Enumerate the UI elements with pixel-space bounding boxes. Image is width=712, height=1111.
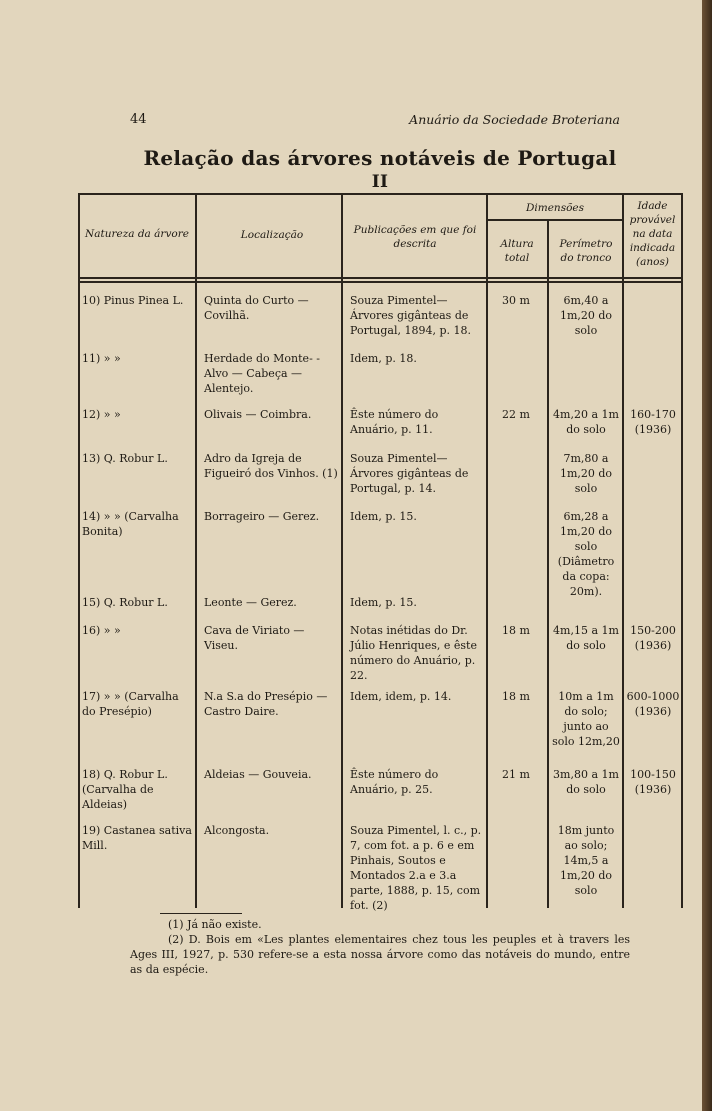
row-16-perimetro: 4m,15 a 1m do solo [553,624,619,652]
row-18-perimetro: 3m,80 a 1m do solo [553,768,619,796]
footnote-rule [160,913,242,914]
header-publicacoes: Publicações em que foi descrita [353,224,477,250]
row-10-altura: 30 m [502,294,530,307]
row-10-natureza: 10) Pinus Pinea L. [82,294,184,307]
row-18-altura: 21 m [502,768,530,781]
row-11-natureza: 11) » » [82,352,121,365]
header-idade: Idade provável na data indicada (anos) [629,200,676,268]
row-18-publicacoes: Êste número do Anuário, p. 25. [350,768,439,796]
row-14-localizacao: Borrageiro — Gerez. [204,510,320,523]
row-17-localizacao: N.a S.a do Presépio — Castro Daire. [204,690,328,718]
header-bottom-rule [78,277,682,279]
row-16-localizacao: Cava de Viriato — Viseu. [204,624,305,652]
row-18-natureza: 18) Q. Robur L. (Carvalha de Aldeias) [82,768,168,811]
col-line-5 [622,193,624,908]
row-15-publicacoes: Idem, p. 15. [350,596,417,609]
row-12-localizacao: Olivais — Coimbra. [204,408,312,421]
row-17-idade: 600-1000 (1936) [626,690,680,718]
header-localizacao: Localização [240,229,304,241]
dimensions-rule [488,219,624,221]
col-line-0 [78,193,80,908]
row-14-natureza: 14) » » (Carvalha Bonita) [82,510,179,538]
header-altura: Altura total [500,238,534,264]
header-natureza: Natureza da árvore [85,228,189,240]
row-10-perimetro: 6m,40 a 1m,20 do solo [559,294,613,337]
row-17-perimetro: 10m a 1m do solo; junto ao solo 12m,20 [552,690,620,748]
row-13-publicacoes: Souza Pimentel—Árvores gigânteas de Portugal, p. 14. [350,452,469,495]
row-12-perimetro: 4m,20 a 1m do solo [553,408,619,436]
row-19-perimetro: 18m junto ao solo; 14m,5 a 1m,20 do solo [557,824,615,897]
table-top-rule [78,193,682,195]
col-line-6 [681,193,683,908]
header-double-rule [78,281,682,283]
row-16-natureza: 16) » » [82,624,121,637]
row-16-idade: 150-200 (1936) [630,624,676,652]
col-line-4 [547,219,549,908]
trees-table [78,193,682,912]
row-16-altura: 18 m [502,624,530,637]
row-13-natureza: 13) Q. Robur L. [82,452,168,465]
row-14-publicacoes: Idem, p. 15. [350,510,417,523]
page-edge [702,0,712,1111]
row-12-altura: 22 m [502,408,530,421]
row-13-perimetro: 7m,80 a 1m,20 do solo [559,452,613,495]
row-17-altura: 18 m [502,690,530,703]
running-title: Anuário da Sociedade Broteriana [409,112,620,127]
page-number: 44 [130,112,147,127]
footnote-2: (2) D. Bois em «Les plantes elementaires chez tous les peuples et à travers les Ages III, 1927, p. 530 refere-se a esta nossa árvore como das notáveis do mundo, entre as da espécie. [130,933,630,976]
table-subtitle: II [371,172,389,192]
row-18-idade: 100-150 (1936) [630,768,676,796]
row-12-idade: 160-170 (1936) [630,408,676,436]
row-10-publicacoes: Souza Pimentel—Árvores gigânteas de Portugal, 1894, p. 18. [350,294,471,337]
row-12-natureza: 12) » » [82,408,121,421]
row-15-natureza: 15) Q. Robur L. [82,596,168,609]
col-line-1 [195,193,197,908]
row-11-publicacoes: Idem, p. 18. [350,352,417,365]
row-14-perimetro: 6m,28 a 1m,20 do solo (Diâmetro da copa: 20m). [557,510,615,598]
header-dimensoes: Dimensões [525,202,585,214]
row-11-localizacao: Herdade do Monte- - Alvo — Cabeça — Alentejo. [204,352,320,395]
row-10-localizacao: Quinta do Curto — Covilhã. [204,294,309,322]
table-title: Relação das árvores notáveis de Portugal [143,146,617,170]
row-13-localizacao: Adro da Igreja de Figueiró dos Vinhos. (1) [204,452,338,480]
row-18-localizacao: Aldeias — Gouveia. [204,768,312,781]
row-15-localizacao: Leonte — Gerez. [204,596,297,609]
header-perimetro: Perímetro do tronco [559,238,613,264]
row-19-natureza: 19) Castanea sativa Mill. [82,824,192,852]
row-17-natureza: 17) » » (Carvalha do Presépio) [82,690,179,718]
col-line-2 [341,193,343,908]
row-17-publicacoes: Idem, idem, p. 14. [350,690,452,703]
row-19-localizacao: Alcongosta. [204,824,270,837]
row-12-publicacoes: Êste número do Anuário, p. 11. [350,408,439,436]
footnote-1: (1) Já não existe. [168,918,262,931]
row-16-publicacoes: Notas inétidas do Dr. Júlio Henriques, e êste número do Anuário, p. 22. [350,624,477,682]
row-19-publicacoes: Souza Pimentel, l. c., p. 7, com fot. a p. 6 e em Pinhais, Soutos e Montados 2.a e 3.a parte, 1888, p. 15, com fot. (2) [350,824,482,912]
